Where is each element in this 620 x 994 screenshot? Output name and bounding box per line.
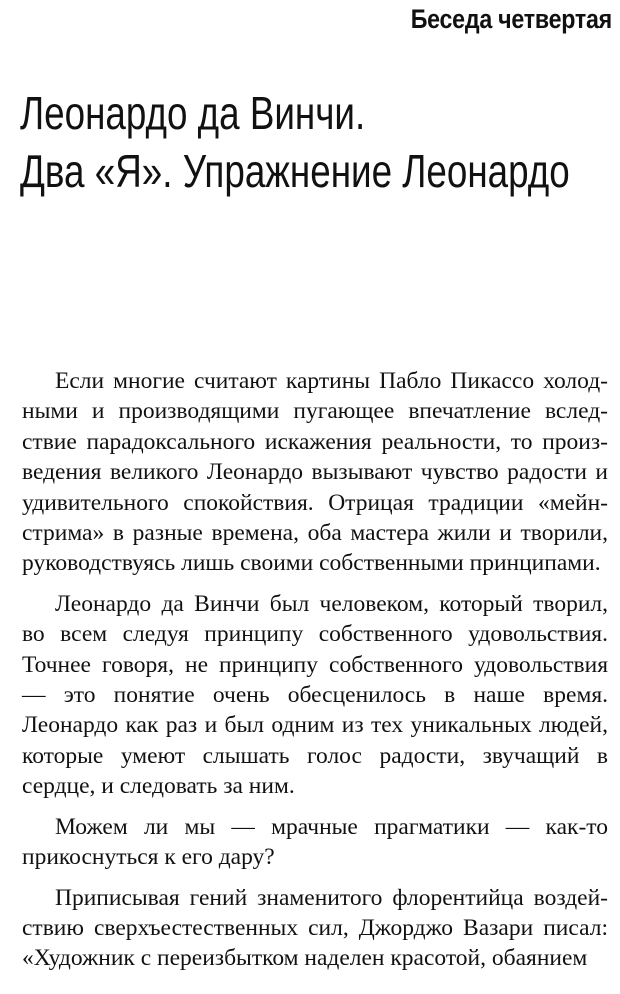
chapter-title (20, 84, 570, 200)
paragraph-4: Приписывая гений знаменитого флорентийца воздействию сверхъестественных сил, Джорджо Вазари писал: «Художник с переизбытком наделен красотой, обаянием (22, 884, 608, 972)
body-text (22, 366, 608, 984)
running-head: Беседа четвертая (410, 4, 612, 34)
chapter-title-line-1: Леонардо да Винчи. (20, 87, 366, 139)
paragraph-1: Если многие считают картины Пабло Пикассо холодными и производящими пугающее впечатление вследствие парадоксального искажения реальности, то произведения великого Леонардо вызывают чувство радости и удивительного спокойствия. Отрицая традиции «мейнстрима» в разные времена, оба мастера жили и творили, руководствуясь лишь своими собственными принципами. (22, 368, 608, 577)
paragraph-2: Леонардо да Винчи был человеком, который творил, во всем следуя принципу собственного удовольствия. Точнее говоря, не принципу собственного удовольствия — это понятие очень обесценилось в наше время. Леонардо как раз и был одним из тех уникальных людей, которые умеют слышать голос радости, звучащий в сердце, и следовать за ним. (22, 590, 608, 800)
paragraph-3: Можем ли мы — мрачные прагматики — как-то прикоснуться к его дару? (22, 813, 608, 871)
chapter-title-line-2: Два «Я». Упражнение Леонардо (20, 145, 570, 197)
